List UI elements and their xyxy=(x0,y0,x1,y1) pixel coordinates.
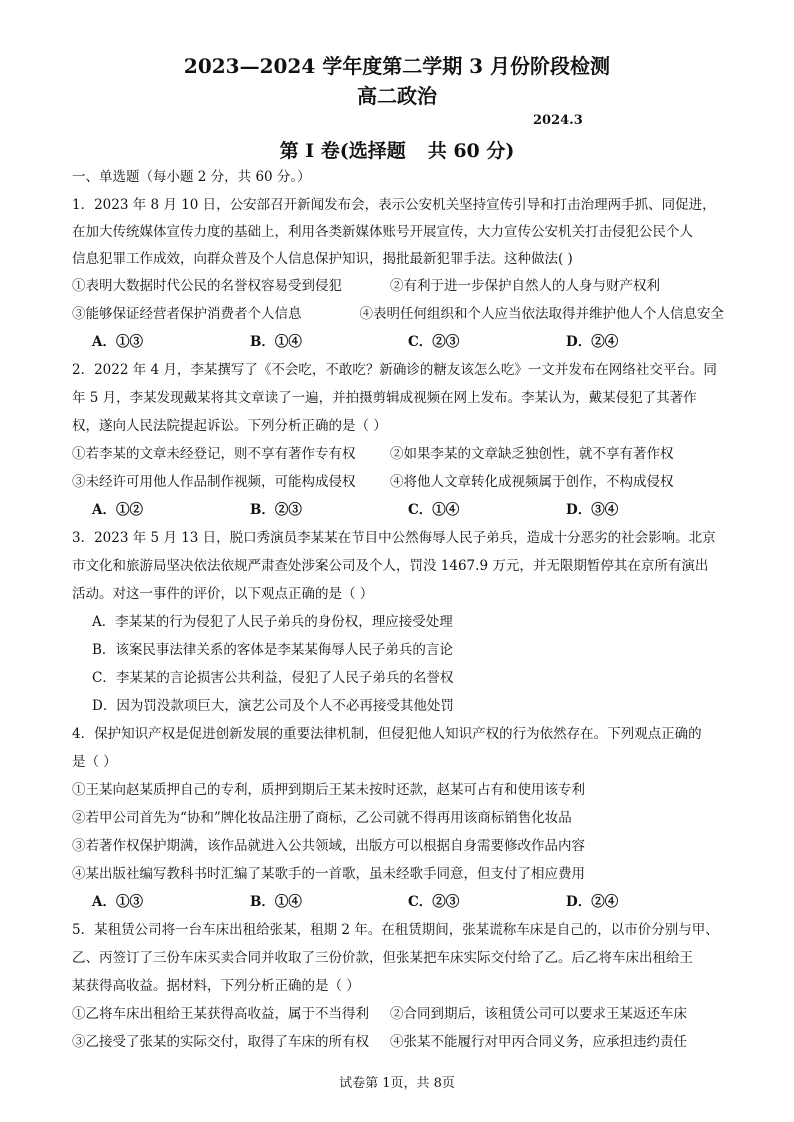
q4-line-2: 是（ ） xyxy=(72,754,117,770)
q1-line-1: 1．2023 年 8 月 10 日，公安部召开新闻发布会，表示公安机关坚持宣传引导和打击治理两手抓、同促进， xyxy=(72,197,716,213)
q3-line-1: 3．2023 年 5 月 13 日，脱口秀演员李某某在节目中公然侮辱人民子弟兵，造成十分恶劣的社会影响。北京 xyxy=(72,530,716,546)
q1-line-2: 在加大传统媒体宣传力度的基础上，利用各类新媒体账号开展宣传，大力宣传公安机关打击侵犯公民个人 xyxy=(72,224,693,240)
q2-statement-4: ④将他人文章转化成视频属于创作，不构成侵权 xyxy=(390,474,674,490)
section-title-part-a: 第 I 卷(选择题 xyxy=(279,140,406,162)
q2-statements-row-2 xyxy=(72,473,724,491)
q1-statement-3: ③能够保证经营者保护消费者个人信息 xyxy=(72,306,302,322)
q5-statements-row-1 xyxy=(72,1005,724,1023)
q2-options xyxy=(92,501,724,519)
q1-line-3: 信息犯罪工作成效，向群众普及个人信息保护知识，揭批最新犯罪手法。这种做法( ) xyxy=(72,251,573,267)
section-title xyxy=(0,136,794,163)
exam-subject: 高二政治 xyxy=(357,84,437,108)
q5-statement-1: ①乙将车床出租给王某获得高收益，属于不当得利 xyxy=(72,1006,369,1022)
q1-option-c: C．②③ xyxy=(408,334,460,350)
q4-options xyxy=(92,893,724,911)
q4-option-b: B．①④ xyxy=(250,894,302,910)
q2-statements-row-1 xyxy=(72,445,724,463)
q4-statement-2: ②若甲公司首先为“协和”牌化妆品注册了商标，乙公司就不得再用该商标销售化妆品 xyxy=(72,810,572,826)
q1-statement-2: ②有利于进一步保护自然人的人身与财产权利 xyxy=(390,278,660,294)
q3-line-3: 活动。对这一事件的评价，以下观点正确的是（ ） xyxy=(72,586,374,602)
q3-choice-c: C．李某某的言论损害公共利益，侵犯了人民子弟兵的名誉权 xyxy=(92,670,454,686)
q2-option-c: C．①④ xyxy=(408,502,460,518)
q1-option-d: D．②④ xyxy=(566,334,619,350)
q2-option-a: A．①② xyxy=(92,502,143,518)
q2-line-1: 2．2022 年 4 月，李某撰写了《不会吃，不敢吃？新确诊的糖友该怎么吃》一文并发布在网络社交平台。同 xyxy=(72,362,717,378)
q1-statement-4: ④表明任何组织和个人应当依法取得并维护他人个人信息安全 xyxy=(359,306,724,322)
q3-line-2: 市文化和旅游局坚决依法依规严肃查处涉案公司及个人，罚没 1467.9 万元，并无限期暂停其在京所有演出 xyxy=(72,558,709,574)
q3-choice-b: B．该案民事法律关系的客体是李某某侮辱人民子弟兵的言论 xyxy=(92,642,453,658)
q4-option-a: A．①③ xyxy=(92,894,143,910)
q1-option-b: B．①④ xyxy=(250,334,302,350)
q4-statement-4: ④某出版社编写教科书时汇编了某歌手的一首歌，虽未经歌手同意，但支付了相应费用 xyxy=(72,866,585,882)
q4-option-d: D．②④ xyxy=(566,894,619,910)
q4-line-1: 4．保护知识产权是促进创新发展的重要法律机制，但侵犯他人知识产权的行为依然存在。下列观点正确的 xyxy=(72,726,702,742)
section-title-part-b: 共 60 分) xyxy=(427,140,515,162)
q5-statements-row-2 xyxy=(72,1033,724,1051)
q5-line-1: 5．某租赁公司将一台车床出租给张某，租期 2 年。在租赁期间，张某谎称车床是自己的，以市价分别与甲、 xyxy=(72,922,719,938)
q2-option-b: B．②③ xyxy=(250,502,302,518)
q3-choice-d: D．因为罚没款项巨大，演艺公司及个人不必再接受其他处罚 xyxy=(92,698,454,714)
instructions: 一、单选题（每小题 2 分，共 60 分。） xyxy=(72,169,311,185)
q5-statement-4: ④张某不能履行对甲丙合同义务，应承担违约责任 xyxy=(390,1034,687,1050)
exam-date: 2024.3 xyxy=(533,113,583,128)
q2-statement-2: ②如果李某的文章缺乏独创性，就不享有著作权 xyxy=(390,446,674,462)
q1-statement-1: ①表明大数据时代公民的名誉权容易受到侵犯 xyxy=(72,278,342,294)
q2-option-d: D．③④ xyxy=(566,502,619,518)
q1-statements-row-2 xyxy=(72,305,724,323)
q4-statement-1: ①王某向赵某质押自己的专利，质押到期后王某未按时还款，赵某可占有和使用该专利 xyxy=(72,782,585,798)
q1-statements-row-1 xyxy=(72,277,724,295)
q5-statement-2: ②合同到期后，该租赁公司可以要求王某返还车床 xyxy=(390,1006,687,1022)
q3-choice-a: A．李某某的行为侵犯了人民子弟兵的身份权，理应接受处理 xyxy=(92,614,453,630)
q2-line-3: 权，遂向人民法院提起诉讼。下列分析正确的是（ ） xyxy=(72,418,387,434)
q2-statement-1: ①若李某的文章未经登记，则不享有著作专有权 xyxy=(72,446,356,462)
q2-line-2: 年 5 月，李某发现戴某将其文章读了一遍，并拍摄剪辑成视频在网上发布。李某认为，戴某侵犯了其著作 xyxy=(72,390,697,406)
q5-statement-3: ③乙接受了张某的实际交付，取得了车床的所有权 xyxy=(72,1034,369,1050)
q1-options xyxy=(92,333,724,351)
q5-line-3: 某获得高收益。据材料，下列分析正确的是（ ） xyxy=(72,978,360,994)
q4-option-c: C．②③ xyxy=(408,894,460,910)
q4-statement-3: ③若著作权保护期满，该作品就进入公共领域，出版方可以根据自身需要修改作品内容 xyxy=(72,838,585,854)
q5-line-2: 乙、丙签订了三份车床买卖合同并收取了三份价款，但张某把车床实际交付给了乙。后乙将车床出租给王 xyxy=(72,950,693,966)
q1-option-a: A．①③ xyxy=(92,334,143,350)
page-footer: 试卷第 1页，共 8页 xyxy=(339,1076,455,1091)
q2-statement-3: ③未经许可用他人作品制作视频，可能构成侵权 xyxy=(72,474,356,490)
exam-title: 2023—2024 学年度第二学期 3 月份阶段检测 xyxy=(183,54,611,78)
